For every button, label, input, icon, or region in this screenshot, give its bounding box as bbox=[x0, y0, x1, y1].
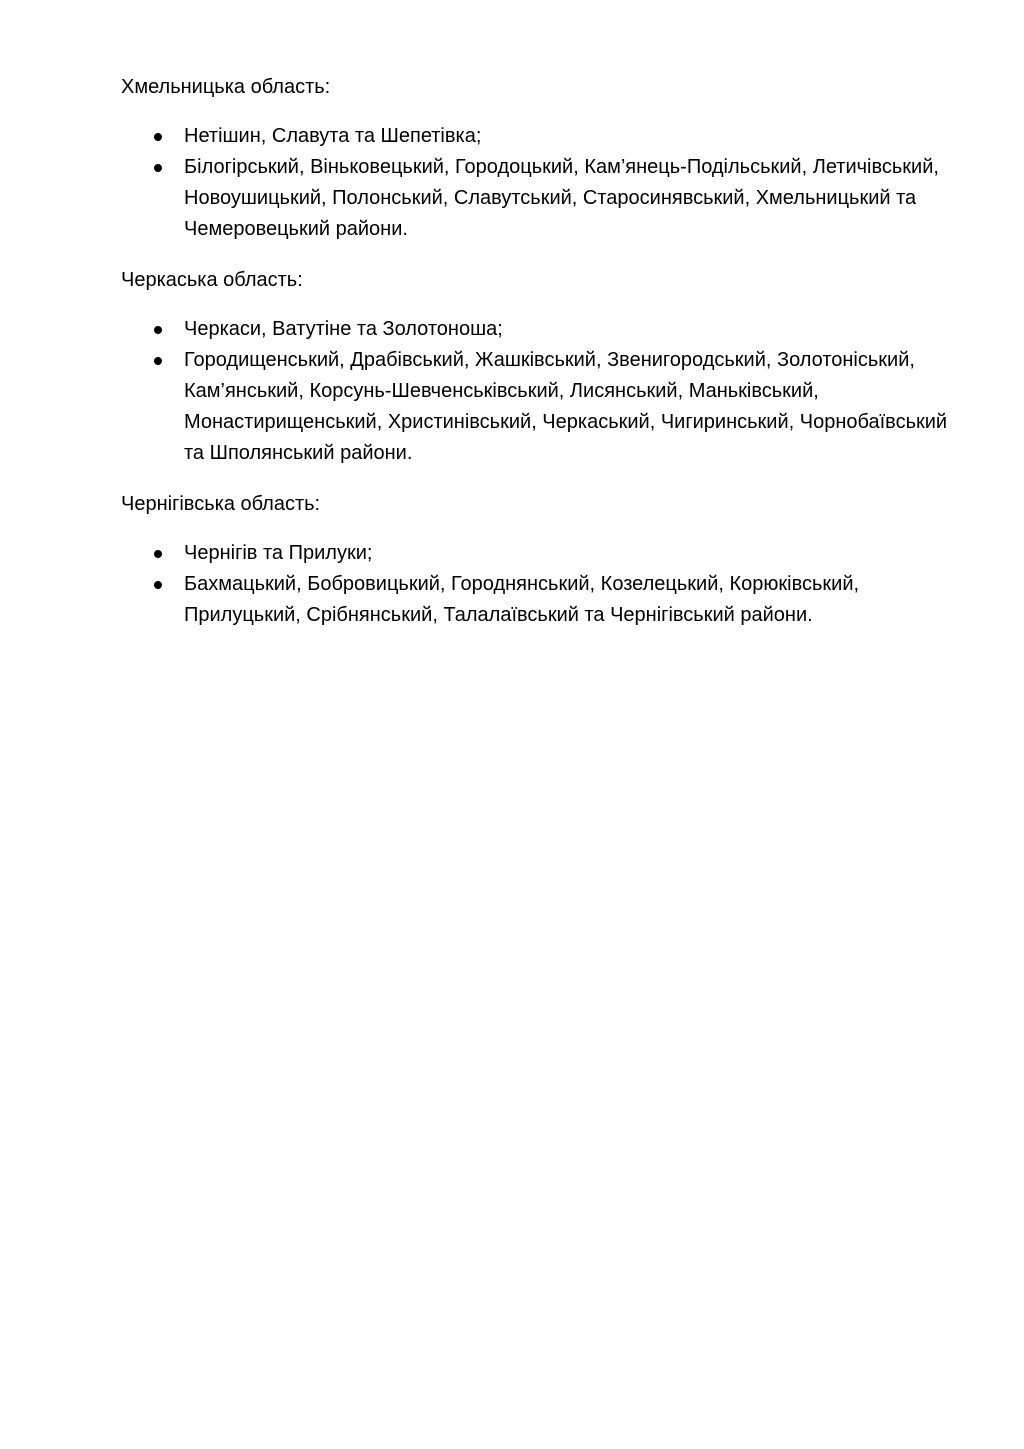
list-item-text: Бахмацький, Бобровицький, Городнянський, Козелецький, Корюківський, Прилуцький, Срібнянський, Талалаївський та Чернігівський райони. bbox=[184, 573, 860, 626]
region-chernihivska bbox=[121, 489, 961, 631]
list-item bbox=[121, 314, 961, 345]
list-item bbox=[121, 121, 961, 152]
list-item-text: Чернігів та Прилуки; bbox=[184, 542, 373, 564]
region-title: Черкаська область: bbox=[121, 269, 303, 291]
list-item-text: Черкаси, Ватутіне та Золотоноша; bbox=[184, 318, 503, 340]
region-cherkaska bbox=[121, 265, 961, 469]
list-item bbox=[121, 152, 961, 245]
region-list bbox=[121, 538, 961, 631]
list-item-text: Нетішин, Славута та Шепетівка; bbox=[184, 125, 482, 147]
list-item bbox=[121, 538, 961, 569]
region-title: Чернігівська область: bbox=[121, 493, 321, 515]
list-item-text: Городищенський, Драбівський, Жашківський, Звенигородський, Золотоніський, Кам’янський, Корсунь-Шевченськівський, Лисянський, Маньківський, Монастирищенський, Христинівський, Черкаський, Чигиринський, Чорнобаївський та Шполянський райони. bbox=[184, 349, 948, 464]
list-item-text: Білогірський, Віньковецький, Городоцький, Кам’янець-Подільський, Летичівський, Новоушицький, Полонський, Славутський, Старосинявський, Хмельницький та Чемеровецький райони. bbox=[184, 156, 939, 240]
bullet-icon bbox=[154, 357, 162, 365]
list-item bbox=[121, 569, 961, 631]
document-content bbox=[121, 72, 961, 651]
region-title: Хмельницька область: bbox=[121, 76, 331, 98]
bullet-icon bbox=[154, 581, 162, 589]
bullet-icon bbox=[154, 326, 162, 334]
bullet-icon bbox=[154, 133, 162, 141]
bullet-icon bbox=[154, 550, 162, 558]
bullet-icon bbox=[154, 164, 162, 172]
region-list bbox=[121, 121, 961, 245]
region-list bbox=[121, 314, 961, 469]
region-khmelnytska bbox=[121, 72, 961, 245]
list-item bbox=[121, 345, 961, 469]
